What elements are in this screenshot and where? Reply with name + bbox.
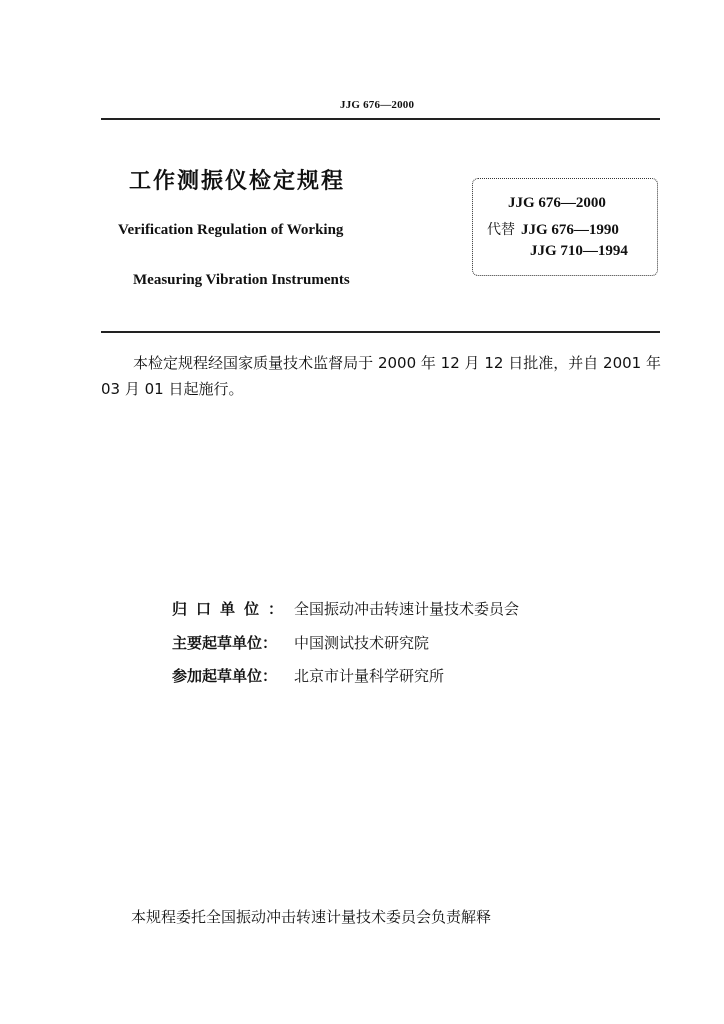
org-value: 北京市计量科学研究所: [294, 667, 445, 685]
title-chinese: 工作测振仪检定规程: [129, 169, 346, 194]
org-value: 中国测试技术研究院: [294, 634, 430, 652]
running-header: JJG 676—2000: [340, 99, 415, 111]
org-row-main-drafter: [172, 632, 429, 653]
org-label: 归口单位：: [172, 600, 293, 618]
interpretation-note: 本规程委托全国振动冲击转速计量技术委员会负责解释: [131, 908, 492, 926]
title-english-line-2: Measuring Vibration Instruments: [133, 272, 350, 288]
org-row-responsible: [172, 598, 519, 619]
org-label: 参加起草单位：: [172, 667, 278, 685]
replaced-code-line-1: [487, 219, 619, 239]
org-row-participating-drafter: [172, 665, 444, 686]
header-rule: [101, 118, 660, 120]
org-label: 主要起草单位：: [172, 634, 278, 652]
section-rule: [101, 331, 660, 333]
current-code: JJG 676—2000: [508, 195, 606, 211]
replaces-label: 代替: [487, 222, 515, 238]
replaced-code-2: JJG 710—1994: [530, 243, 628, 259]
approval-paragraph: 本检定规程经国家质量技术监督局于 2000 年 12 月 12 日批准，并自 2001 年 03 月 01 日起施行。: [101, 354, 661, 398]
title-english-line-1: Verification Regulation of Working: [118, 222, 344, 238]
org-value: 全国振动冲击转速计量技术委员会: [294, 600, 520, 618]
replaced-code-1: JJG 676—1990: [521, 222, 619, 238]
